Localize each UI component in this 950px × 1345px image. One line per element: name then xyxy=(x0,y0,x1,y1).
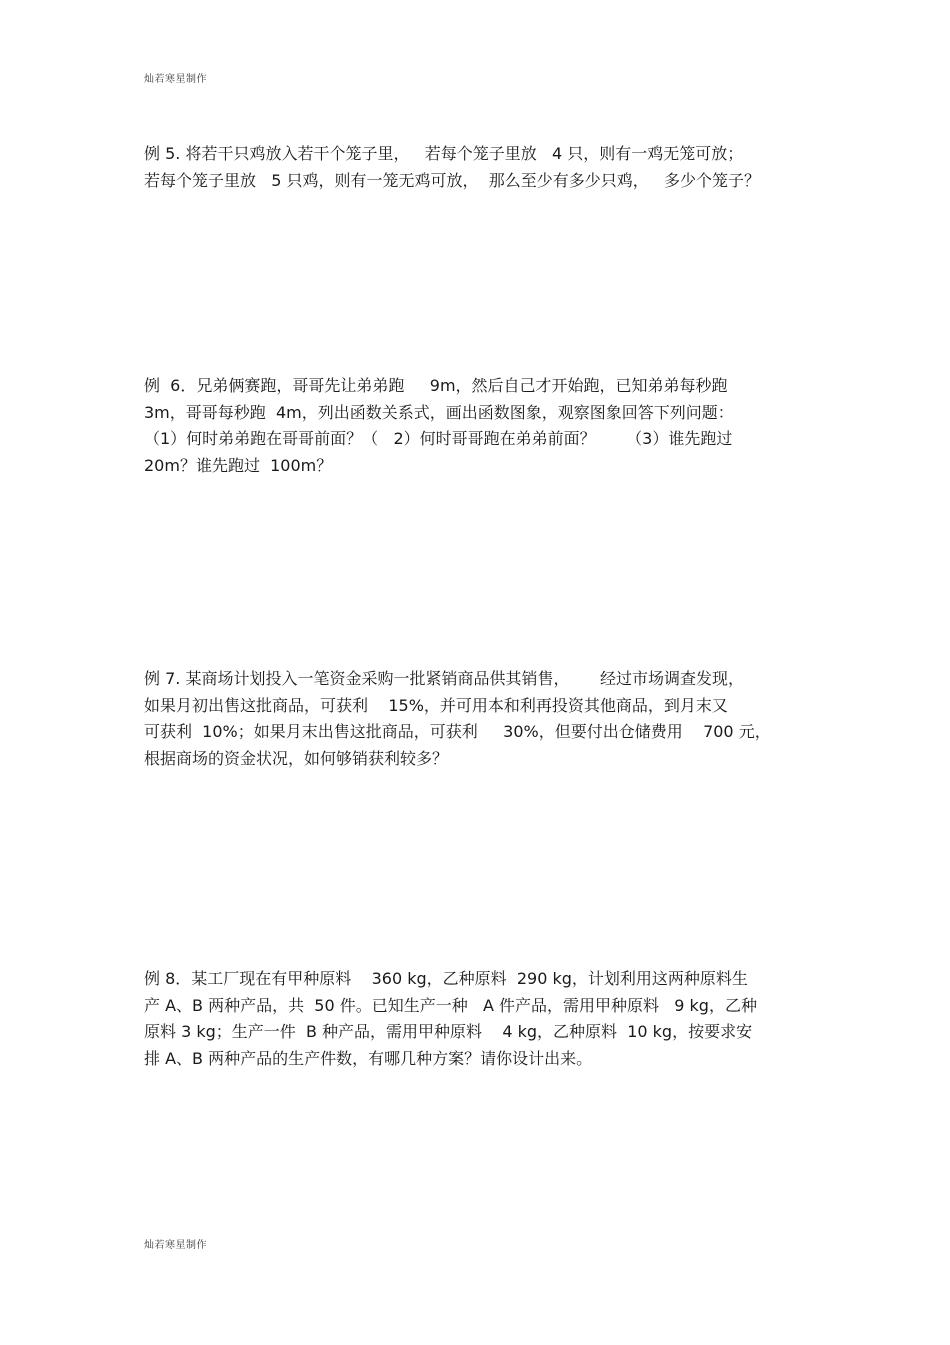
example-6-line-4: 20m？谁先跑过 100m？ xyxy=(144,455,333,475)
example-7-line-2: 如果月初出售这批商品，可获利 15%，并可用本和利再投资其他商品，到月末又 xyxy=(144,695,728,715)
example-8-line-1: 例 8．某工厂现在有甲种原料 360 kg，乙种原料 290 kg，计划利用这两种原料生 xyxy=(144,969,748,988)
example-8-line-2: 产 A、B 两种产品，共 50 件。已知生产一种 A 件产品，需用甲种原料 9 kg，乙种 xyxy=(144,995,757,1015)
example-6-line-3: （1）何时弟弟跑在哥哥前面？（ 2）何时哥哥跑在弟弟前面？ （3）谁先跑过 xyxy=(144,429,733,448)
example-6-line-1: 例 6．兄弟俩赛跑，哥哥先让弟弟跑 9m，然后自己才开始跑，已知弟弟每秒跑 xyxy=(144,376,728,395)
example-5 xyxy=(144,141,814,194)
example-5-line-1: 例 5. 将若干只鸡放入若干个笼子里， 若每个笼子里放 4 只，则有一鸡无笼可放； xyxy=(144,144,744,163)
example-7-line-1: 例 7. 某商场计划投入一笔资金采购一批紧销商品供其销售， 经过市场调查发现， xyxy=(144,669,744,688)
example-7-line-4: 根据商场的资金状况，如何够销获利较多？ xyxy=(144,748,449,768)
footer-watermark: 灿若寒星制作 xyxy=(144,1240,207,1251)
example-6-line-2: 3m，哥哥每秒跑 4m，列出函数关系式，画出函数图象，观察图象回答下列问题： xyxy=(144,402,734,422)
example-8 xyxy=(144,966,814,1072)
example-8-line-4: 排 A、B 两种产品的生产件数，有哪几种方案？请你设计出来。 xyxy=(144,1048,593,1068)
example-5-line-2: 若每个笼子里放 5 只鸡，则有一笼无鸡可放， 那么至少有多少只鸡， 多少个笼子？ xyxy=(144,170,760,190)
example-7-line-3: 可获利 10%；如果月末出售这批商品，可获利 30%，但要付出仓储费用 700 元， xyxy=(144,722,771,741)
example-6 xyxy=(144,373,814,479)
example-8-line-3: 原料 3 kg；生产一件 B 种产品，需用甲种原料 4 kg，乙种原料 10 kg，按要求安 xyxy=(144,1022,753,1041)
example-7 xyxy=(144,666,814,772)
header-watermark: 灿若寒星制作 xyxy=(144,74,207,85)
